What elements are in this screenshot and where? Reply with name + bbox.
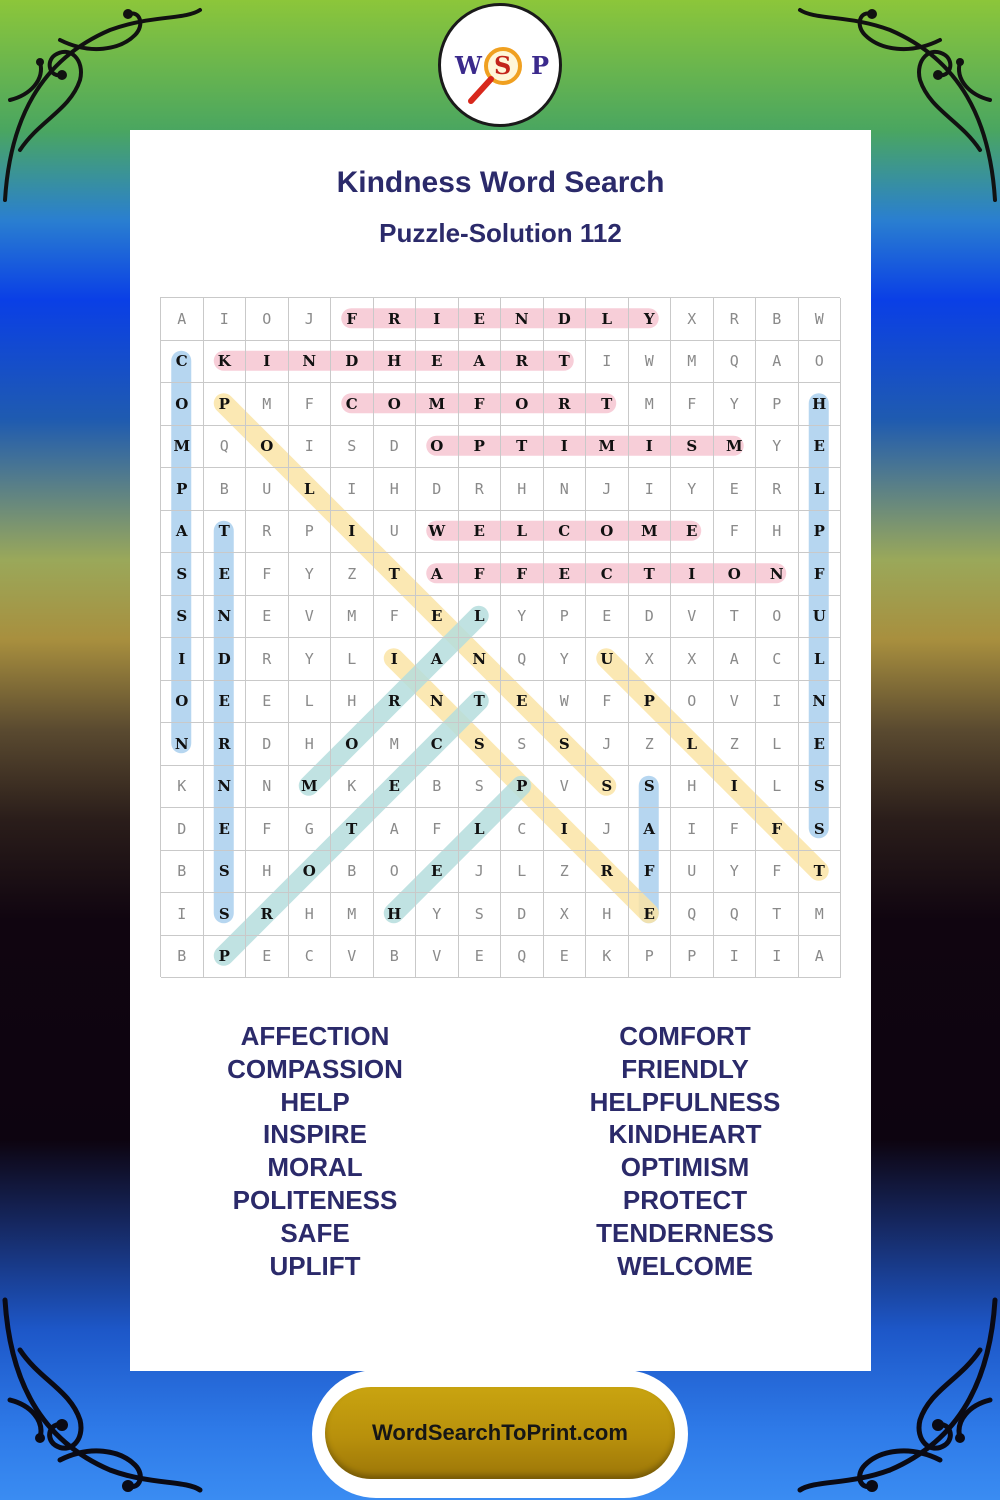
grid-cell: B [331, 851, 374, 894]
grid-cell: S [799, 766, 842, 809]
grid-cell: O [246, 298, 289, 341]
grid-cell: M [331, 893, 374, 936]
grid-cell: P [204, 936, 247, 979]
grid-cell: F [459, 383, 502, 426]
grid-cell: F [501, 553, 544, 596]
grid-cell: X [544, 893, 587, 936]
grid-cell: O [586, 511, 629, 554]
grid-cell: C [501, 808, 544, 851]
grid-cell: Z [629, 723, 672, 766]
grid-cell: P [756, 383, 799, 426]
grid-cell: T [756, 893, 799, 936]
grid-cell: I [416, 298, 459, 341]
word-list-item: HELP [280, 1086, 350, 1117]
grid-cell: I [629, 426, 672, 469]
logo-letter-s: S [494, 51, 512, 80]
grid-cell: I [671, 553, 714, 596]
grid-cell: H [374, 468, 417, 511]
grid-cell: A [161, 298, 204, 341]
grid-cell: I [629, 468, 672, 511]
grid-cell: I [714, 936, 757, 979]
grid-cell: U [799, 596, 842, 639]
grid-cell: D [246, 723, 289, 766]
grid-cell: Y [629, 298, 672, 341]
grid-cell: P [289, 511, 332, 554]
grid-cell: F [459, 553, 502, 596]
grid-cell: O [416, 426, 459, 469]
grid-cell: N [459, 638, 502, 681]
grid-cell: C [544, 511, 587, 554]
grid-cell: I [331, 468, 374, 511]
grid-cell: Y [501, 596, 544, 639]
word-list-item: COMFORT [619, 1021, 751, 1051]
grid-cell: N [161, 723, 204, 766]
word-list-item: TENDERNESS [596, 1217, 774, 1248]
grid-cell: L [756, 766, 799, 809]
grid-cell: S [459, 723, 502, 766]
grid-cell: L [501, 511, 544, 554]
grid-cell: Y [671, 468, 714, 511]
grid-cell: H [374, 893, 417, 936]
grid-cell: I [204, 298, 247, 341]
grid-cell: N [246, 766, 289, 809]
grid-cell: T [331, 808, 374, 851]
puzzle-subtitle: Puzzle-Solution 112 [379, 218, 622, 248]
grid-cell: E [501, 681, 544, 724]
grid-cell: P [204, 383, 247, 426]
grid-cell: B [374, 936, 417, 979]
grid-cell: T [629, 553, 672, 596]
grid-cell: S [459, 893, 502, 936]
grid-cell: H [756, 511, 799, 554]
grid-cell: P [671, 936, 714, 979]
grid-cell: F [671, 383, 714, 426]
grid-cell: R [544, 383, 587, 426]
grid-cell: L [799, 468, 842, 511]
grid-cell: L [331, 638, 374, 681]
grid-cell: I [714, 766, 757, 809]
word-list-item: INSPIRE [262, 1119, 368, 1150]
grid-cell: F [416, 808, 459, 851]
grid-cell: E [544, 553, 587, 596]
grid-cell: D [161, 808, 204, 851]
grid-cell: D [331, 341, 374, 384]
grid-cell: O [374, 851, 417, 894]
grid-cell: F [246, 553, 289, 596]
grid-cell: E [416, 851, 459, 894]
website-link-button[interactable]: WordSearchToPrint.com [325, 1387, 675, 1479]
word-list-item: HELPFULNESS [589, 1086, 781, 1117]
grid-cell: L [671, 723, 714, 766]
grid-cell: T [459, 681, 502, 724]
grid-cell: C [756, 638, 799, 681]
grid-cell: R [374, 681, 417, 724]
grid-cell: T [586, 383, 629, 426]
letter-grid [160, 297, 840, 977]
grid-cell: M [586, 426, 629, 469]
grid-cell: X [671, 298, 714, 341]
grid-cell: M [246, 383, 289, 426]
grid-cell: F [374, 596, 417, 639]
grid-cell: M [629, 511, 672, 554]
grid-cell: T [714, 596, 757, 639]
grid-cell: V [544, 766, 587, 809]
grid-cell: W [629, 341, 672, 384]
word-list-item: COMPASSION [227, 1053, 403, 1084]
grid-cell: P [629, 681, 672, 724]
grid-cell: R [459, 468, 502, 511]
grid-cell: N [544, 468, 587, 511]
grid-cell: P [799, 511, 842, 554]
grid-cell: R [756, 468, 799, 511]
grid-cell: P [161, 468, 204, 511]
grid-cell: J [289, 298, 332, 341]
logo-letter-w: W [455, 51, 482, 80]
grid-cell: E [204, 553, 247, 596]
grid-cell: N [204, 596, 247, 639]
grid-cell: T [799, 851, 842, 894]
grid-cell: H [671, 766, 714, 809]
word-list-item: SAFE [280, 1217, 350, 1248]
grid-cell: A [629, 808, 672, 851]
grid-cell: D [544, 298, 587, 341]
grid-cell: W [416, 511, 459, 554]
grid-cell: S [331, 426, 374, 469]
grid-cell: O [671, 681, 714, 724]
grid-cell: O [331, 723, 374, 766]
grid-cell: S [629, 766, 672, 809]
grid-cell: C [161, 341, 204, 384]
grid-cell: D [416, 468, 459, 511]
grid-cell: Y [544, 638, 587, 681]
grid-cell: M [161, 426, 204, 469]
grid-cell: E [459, 298, 502, 341]
grid-cell: G [289, 808, 332, 851]
word-list-item: MORAL [267, 1152, 363, 1183]
grid-cell: H [289, 723, 332, 766]
grid-cell: L [289, 681, 332, 724]
grid-cell: A [416, 638, 459, 681]
grid-cell: E [586, 596, 629, 639]
grid-cell: S [671, 426, 714, 469]
grid-cell: N [501, 298, 544, 341]
grid-cell: L [459, 596, 502, 639]
grid-cell: W [544, 681, 587, 724]
grid-cell: V [671, 596, 714, 639]
grid-cell: C [416, 723, 459, 766]
grid-cell: A [756, 341, 799, 384]
grid-cell: Q [204, 426, 247, 469]
grid-cell: P [459, 426, 502, 469]
grid-cell: R [246, 638, 289, 681]
grid-cell: H [501, 468, 544, 511]
grid-cell: V [289, 596, 332, 639]
grid-cell: E [629, 893, 672, 936]
grid-cell: X [629, 638, 672, 681]
word-list-item: OPTIMISM [620, 1152, 750, 1183]
grid-cell: F [756, 808, 799, 851]
grid-cell: D [374, 426, 417, 469]
grid-cell: E [246, 596, 289, 639]
grid-cell: J [459, 851, 502, 894]
grid-cell: T [544, 341, 587, 384]
grid-cell: J [586, 808, 629, 851]
grid-cell: S [544, 723, 587, 766]
grid-cell: Y [756, 426, 799, 469]
grid-cell: Q [501, 936, 544, 979]
grid-cell: E [416, 341, 459, 384]
grid-cell: N [756, 553, 799, 596]
grid-cell: Z [714, 723, 757, 766]
grid-cell: F [799, 553, 842, 596]
word-list-item: KINDHEART [608, 1119, 762, 1150]
grid-cell: L [586, 298, 629, 341]
grid-cell: Y [289, 553, 332, 596]
letter-grid-area [160, 297, 840, 977]
grid-cell: V [331, 936, 374, 979]
grid-cell: S [204, 851, 247, 894]
grid-cell: O [501, 383, 544, 426]
grid-cell: C [289, 936, 332, 979]
grid-cell: N [204, 766, 247, 809]
grid-cell: I [756, 681, 799, 724]
grid-cell: U [374, 511, 417, 554]
grid-cell: R [204, 723, 247, 766]
grid-cell: C [586, 553, 629, 596]
grid-cell: V [714, 681, 757, 724]
grid-cell: Y [714, 851, 757, 894]
grid-cell: P [629, 936, 672, 979]
grid-cell: F [629, 851, 672, 894]
grid-cell: D [204, 638, 247, 681]
grid-cell: R [246, 511, 289, 554]
grid-cell: N [799, 681, 842, 724]
grid-cell: F [714, 511, 757, 554]
word-list-item: POLITENESS [232, 1184, 398, 1215]
grid-cell: K [161, 766, 204, 809]
grid-cell: I [331, 511, 374, 554]
grid-cell: I [161, 638, 204, 681]
puzzle-card [130, 130, 871, 1371]
grid-cell: Q [714, 893, 757, 936]
grid-cell: F [586, 681, 629, 724]
grid-cell: E [246, 681, 289, 724]
grid-cell: E [799, 723, 842, 766]
grid-cell: O [289, 851, 332, 894]
grid-cell: E [246, 936, 289, 979]
word-list-item: PROTECT [622, 1184, 748, 1215]
grid-cell: H [246, 851, 289, 894]
grid-cell: Y [289, 638, 332, 681]
grid-cell: B [756, 298, 799, 341]
grid-cell: S [161, 596, 204, 639]
grid-cell: A [459, 341, 502, 384]
grid-cell: M [374, 723, 417, 766]
grid-cell: I [246, 341, 289, 384]
grid-cell: M [416, 383, 459, 426]
grid-cell: A [714, 638, 757, 681]
grid-cell: S [501, 723, 544, 766]
grid-cell: F [289, 383, 332, 426]
grid-cell: O [714, 553, 757, 596]
grid-cell: E [204, 681, 247, 724]
grid-cell: J [586, 723, 629, 766]
grid-cell: K [331, 766, 374, 809]
grid-cell: O [161, 383, 204, 426]
grid-cell: Y [416, 893, 459, 936]
grid-cell: E [204, 808, 247, 851]
grid-cell: Q [501, 638, 544, 681]
grid-cell: F [331, 298, 374, 341]
grid-cell: O [374, 383, 417, 426]
grid-cell: M [331, 596, 374, 639]
grid-cell: I [756, 936, 799, 979]
word-list-item: WELCOME [617, 1250, 753, 1281]
grid-cell: L [799, 638, 842, 681]
grid-cell: A [799, 936, 842, 979]
grid-cell: O [246, 426, 289, 469]
wsp-logo[interactable] [438, 3, 562, 127]
grid-cell: N [416, 681, 459, 724]
grid-cell: C [331, 383, 374, 426]
grid-cell: I [544, 426, 587, 469]
grid-cell: M [799, 893, 842, 936]
grid-cell: Z [331, 553, 374, 596]
grid-cell: S [799, 808, 842, 851]
grid-cell: M [629, 383, 672, 426]
grid-cell: T [204, 511, 247, 554]
grid-cell: A [374, 808, 417, 851]
grid-cell: S [161, 553, 204, 596]
grid-cell: F [756, 851, 799, 894]
grid-cell: U [671, 851, 714, 894]
grid-cell: T [374, 553, 417, 596]
grid-cell: X [671, 638, 714, 681]
grid-cell: A [416, 553, 459, 596]
grid-cell: I [289, 426, 332, 469]
grid-cell: R [586, 851, 629, 894]
grid-cell: U [246, 468, 289, 511]
grid-cell: T [501, 426, 544, 469]
grid-cell: I [671, 808, 714, 851]
grid-cell: H [799, 383, 842, 426]
grid-cell: M [671, 341, 714, 384]
grid-cell: E [671, 511, 714, 554]
grid-cell: O [799, 341, 842, 384]
grid-cell: H [289, 893, 332, 936]
grid-cell: I [161, 893, 204, 936]
grid-cell: L [756, 723, 799, 766]
grid-cell: E [799, 426, 842, 469]
grid-cell: H [586, 893, 629, 936]
grid-cell: N [289, 341, 332, 384]
word-list-item: UPLIFT [269, 1250, 361, 1281]
puzzle-title: Kindness Word Search [336, 166, 665, 199]
grid-cell: S [459, 766, 502, 809]
grid-cell: B [204, 468, 247, 511]
grid-cell: Y [714, 383, 757, 426]
grid-cell: J [586, 468, 629, 511]
grid-cell: L [289, 468, 332, 511]
grid-cell: V [416, 936, 459, 979]
grid-cell: B [161, 936, 204, 979]
grid-cell: F [246, 808, 289, 851]
word-list-left [130, 1020, 500, 1282]
grid-cell: R [374, 298, 417, 341]
grid-cell: F [714, 808, 757, 851]
grid-cell: B [416, 766, 459, 809]
grid-cell: S [586, 766, 629, 809]
grid-cell: P [544, 596, 587, 639]
grid-cell: R [246, 893, 289, 936]
grid-cell: Q [714, 341, 757, 384]
grid-cell: M [289, 766, 332, 809]
grid-cell: H [374, 341, 417, 384]
grid-cell: K [586, 936, 629, 979]
grid-cell: S [204, 893, 247, 936]
grid-cell: L [501, 851, 544, 894]
grid-cell: D [501, 893, 544, 936]
grid-cell: K [204, 341, 247, 384]
grid-cell: E [459, 936, 502, 979]
grid-cell: W [799, 298, 842, 341]
grid-cell: E [374, 766, 417, 809]
grid-cell: I [544, 808, 587, 851]
grid-cell: H [331, 681, 374, 724]
word-list-item: AFFECTION [240, 1021, 390, 1051]
grid-cell: O [756, 596, 799, 639]
grid-cell: O [161, 681, 204, 724]
grid-cell: U [586, 638, 629, 681]
grid-cell: E [714, 468, 757, 511]
grid-cell: R [714, 298, 757, 341]
grid-cell: Z [544, 851, 587, 894]
grid-cell: E [459, 511, 502, 554]
grid-cell: I [586, 341, 629, 384]
grid-cell: E [544, 936, 587, 979]
word-list-item: FRIENDLY [621, 1053, 749, 1084]
grid-cell: R [501, 341, 544, 384]
logo-letter-p: P [531, 51, 550, 80]
grid-cell: P [501, 766, 544, 809]
word-list-right [500, 1020, 870, 1282]
grid-cell: M [714, 426, 757, 469]
grid-cell: B [161, 851, 204, 894]
grid-cell: A [161, 511, 204, 554]
grid-cell: I [374, 638, 417, 681]
grid-cell: Q [671, 893, 714, 936]
grid-cell: L [459, 808, 502, 851]
grid-cell: E [416, 596, 459, 639]
grid-cell: D [629, 596, 672, 639]
